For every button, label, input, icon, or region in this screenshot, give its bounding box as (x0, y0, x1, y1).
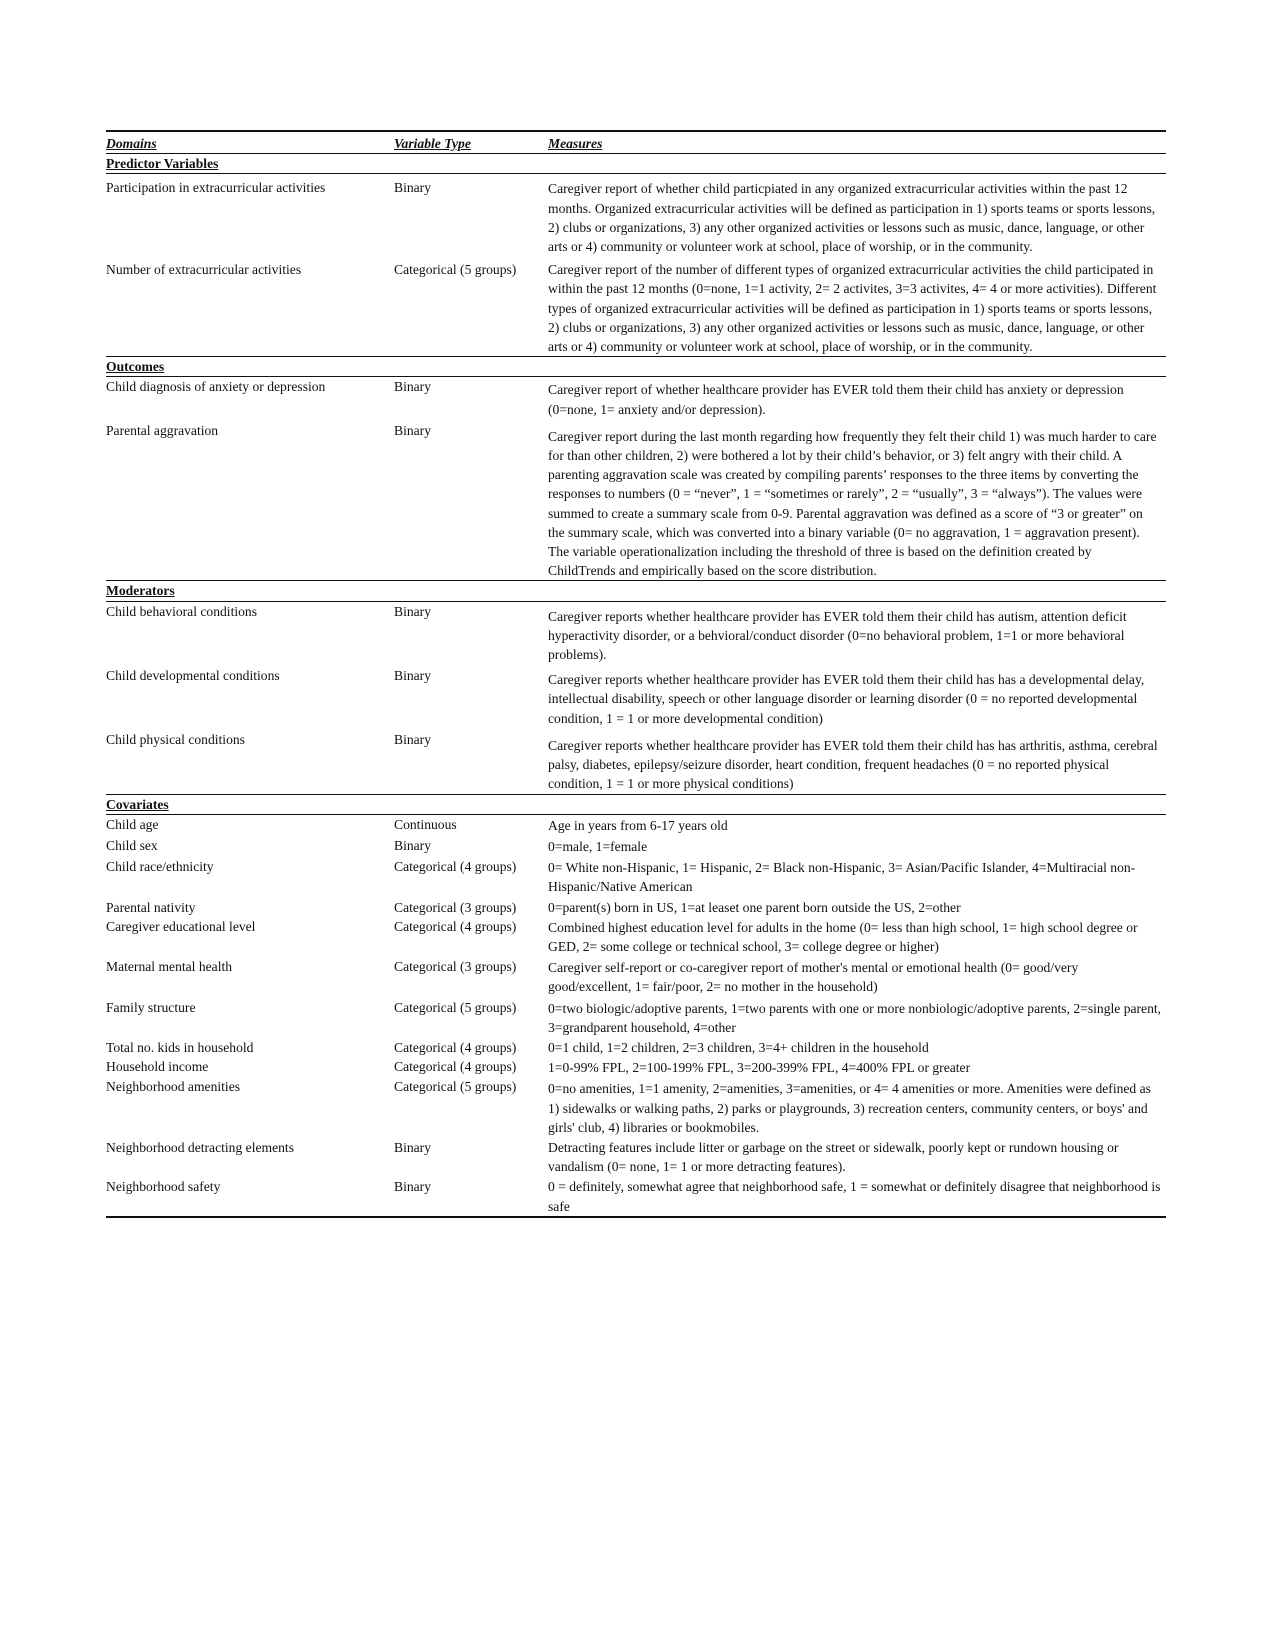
table-row (106, 956, 1166, 996)
table-row (106, 1037, 1166, 1057)
measure-cell: 0=two biologic/adoptive parents, 1=two parents with one or more nonbiologic/adoptive parents, 2=single parent, 3=grandparent household, 4=other (548, 1000, 1162, 1035)
type-cell: Categorical (4 groups) (394, 1039, 517, 1055)
domain-cell: Child diagnosis of anxiety or depression (106, 379, 326, 395)
table-row (106, 835, 1166, 856)
measure-cell: Caregiver report of whether child particpiated in any organized extracurricular activities within the past 12 months. Organized extracurricular activities will be defined as participation in 1) sports teams or sports lessons, 2) clubs or organizations, 3) any other organized activities or lessons such as music, dance, language, or other arts or 4) community or volunteer work at school, place of worship, or in the community. (548, 181, 1156, 255)
table-row (106, 377, 1166, 419)
measure-cell: Caregiver reports whether healthcare provider has EVER told them their child has autism, attention deficit hyperactivity disorder, or a behvioral/conduct disorder (0=no behavioral problem, 1=1 or more behavioral problems). (548, 608, 1127, 663)
type-cell: Binary (394, 379, 431, 395)
measure-cell: Caregiver reports whether healthcare provider has EVER told them their child has has arthritis, asthma, cerebral palsy, diabetes, epilepsy/seizure disorder, heart condition, frequent headaches (0 = no reported physical condition, 1 = 1 or more physical conditions) (548, 737, 1158, 792)
section-predictor-row (106, 154, 1166, 174)
table-row (106, 997, 1166, 1037)
measure-cell: 0=male, 1=female (548, 838, 648, 854)
type-cell: Binary (394, 837, 431, 853)
measure-cell: Caregiver self-report or co-caregiver report of mother's mental or emotional health (0= good/very good/excellent, 1= fair/poor, 2= no mother in the household) (548, 960, 1079, 995)
type-cell: Binary (394, 422, 431, 438)
type-cell: Continuous (394, 816, 457, 832)
domain-cell: Household income (106, 1059, 209, 1075)
section-outcomes-heading: Outcomes (106, 357, 1166, 377)
table-row (106, 897, 1166, 917)
measure-cell: Caregiver report of whether healthcare provider has EVER told them their child has anxiety or depression (0=none, 1= anxiety and/or depression). (548, 382, 1124, 417)
domain-cell: Child physical conditions (106, 731, 245, 747)
domain-cell: Child sex (106, 837, 158, 853)
table-header-row (106, 131, 1166, 154)
table-row (106, 728, 1166, 794)
table-row (106, 1057, 1166, 1077)
variables-table (106, 130, 1166, 1218)
measure-cell: 0= White non-Hispanic, 1= Hispanic, 2= Black non-Hispanic, 3= Asian/Pacific Islander, 4=Multiracial non-Hispanic/Native American (548, 860, 1136, 895)
domain-cell: Child developmental conditions (106, 668, 280, 684)
type-cell: Categorical (3 groups) (394, 899, 517, 915)
measure-cell: 1=0-99% FPL, 2=100-199% FPL, 3=200-399% FPL, 4=400% FPL or greater (548, 1060, 971, 1076)
domain-cell: Participation in extracurricular activities (106, 180, 326, 196)
section-covariates-heading: Covariates (106, 794, 1166, 814)
measure-cell: Caregiver reports whether healthcare provider has EVER told them their child has has a developmental delay, intellectual disability, speech or other language disorder or learning disorder (0 = no reported developmental condition, 1 = 1 or more developmental condition) (548, 672, 1145, 726)
table-row (106, 664, 1166, 728)
domain-cell: Child age (106, 816, 159, 832)
measure-cell: Caregiver report during the last month regarding how frequently they felt their child 1) was much harder to care for than other children, 2) were bothered a lot by their child’s behavior, or 3) felt angry with their child. A parenting aggravation scale was created by compiling parents’ responses to the three items by converting the responses to numbers (0 = “never”, 1 = “sometimes or rarely”, 2 = “usually”, 3 = “always”). The values were summed to create a summary scale from 0-9. Parental aggravation was defined as a score of “3 or greater” on the summary scale, which was converted into a binary variable (0= no aggravation, 1 = aggravation present). The variable operationalization including the threshold of three is based on the definition created by ChildTrends and empirically based on the score distribution. (548, 428, 1157, 579)
measure-cell: Combined highest education level for adults in the home (0= less than high school, 1= high school degree or GED, 2= some college or technical school, 3= college degree or higher) (548, 919, 1138, 954)
type-cell: Categorical (4 groups) (394, 1059, 517, 1075)
type-cell: Binary (394, 603, 431, 619)
variables-table-container (106, 130, 1166, 1218)
domain-cell: Child behavioral conditions (106, 603, 258, 619)
type-cell: Categorical (5 groups) (394, 262, 517, 278)
measure-cell: Caregiver report of the number of different types of organized extracurricular activities the child participated in within the past 12 months (0=none, 1=1 activity, 2= 2 activites, 3=3 activites, 4= 4 or more activities). Different types of organized extracurricular activities will be defined as participation in 1) sports teams or sports lessons, 2) clubs or organizations, 3) any other organized activities or lessons such as music, dance, language, or other arts or 4) community or volunteer work at school, place of worship, or in the community. (548, 262, 1157, 355)
table-row (106, 1176, 1166, 1216)
type-cell: Categorical (5 groups) (394, 999, 517, 1015)
measure-cell: 0=no amenities, 1=1 amenity, 2=amenities, 3=amenities, or 4= 4 amenities or more. Amenities were defined as 1) sidewalks or walking paths, 2) parks or playgrounds, 3) recreation centers, community centers, or boys' and girls' club, 4) libraries or bookmobiles. (548, 1081, 1151, 1135)
table-row (106, 856, 1166, 896)
domain-cell: Maternal mental health (106, 959, 233, 975)
domain-cell: Caregiver educational level (106, 918, 256, 934)
table-row (106, 256, 1166, 357)
measure-cell: Detracting features include litter or garbage on the street or sidewalk, poorly kept or rundown housing or vandalism (0= none, 1= 1 or more detracting features). (548, 1139, 1119, 1175)
section-predictor-heading: Predictor Variables (106, 154, 1166, 174)
table-row (106, 601, 1166, 664)
header-measures: Measures (548, 136, 603, 151)
table-row (106, 419, 1166, 581)
type-cell: Binary (394, 668, 431, 684)
measure-cell: 0 = definitely, somewhat agree that neighborhood safe, 1 = somewhat or definitely disagree that neighborhood is safe (548, 1176, 1166, 1216)
domain-cell: Neighborhood detracting elements (106, 1139, 294, 1155)
domain-cell: Neighborhood safety (106, 1176, 394, 1216)
domain-cell: Parental aggravation (106, 422, 219, 438)
type-cell: Categorical (5 groups) (394, 1079, 517, 1095)
table-row (106, 1137, 1166, 1176)
domain-cell: Parental nativity (106, 899, 196, 915)
domain-cell: Total no. kids in household (106, 1039, 254, 1055)
measure-cell: Age in years from 6-17 years old (548, 817, 728, 833)
type-cell: Binary (394, 180, 431, 196)
type-cell: Categorical (4 groups) (394, 918, 517, 934)
domain-cell: Neighborhood amenities (106, 1079, 241, 1095)
domain-cell: Number of extracurricular activities (106, 262, 302, 278)
header-domains: Domains (106, 136, 157, 151)
table-row (106, 174, 1166, 256)
type-cell: Binary (394, 731, 431, 747)
table-row (106, 814, 1166, 835)
table-row (106, 917, 1166, 956)
measure-cell: 0=1 child, 1=2 children, 2=3 children, 3=4+ children in the household (548, 1039, 929, 1055)
type-cell: Categorical (4 groups) (394, 859, 517, 875)
section-moderators-heading: Moderators (106, 581, 1166, 601)
type-cell: Categorical (3 groups) (394, 959, 517, 975)
measure-cell: 0=parent(s) born in US, 1=at leaset one parent born outside the US, 2=other (548, 899, 961, 915)
domain-cell: Child race/ethnicity (106, 859, 214, 875)
section-outcomes-row (106, 357, 1166, 377)
type-cell: Binary (394, 1139, 431, 1155)
type-cell: Binary (394, 1176, 548, 1216)
section-covariates-row (106, 794, 1166, 814)
table-row (106, 1077, 1166, 1137)
section-moderators-row (106, 581, 1166, 601)
header-variable-type: Variable Type (394, 136, 471, 151)
domain-cell: Family structure (106, 999, 196, 1015)
